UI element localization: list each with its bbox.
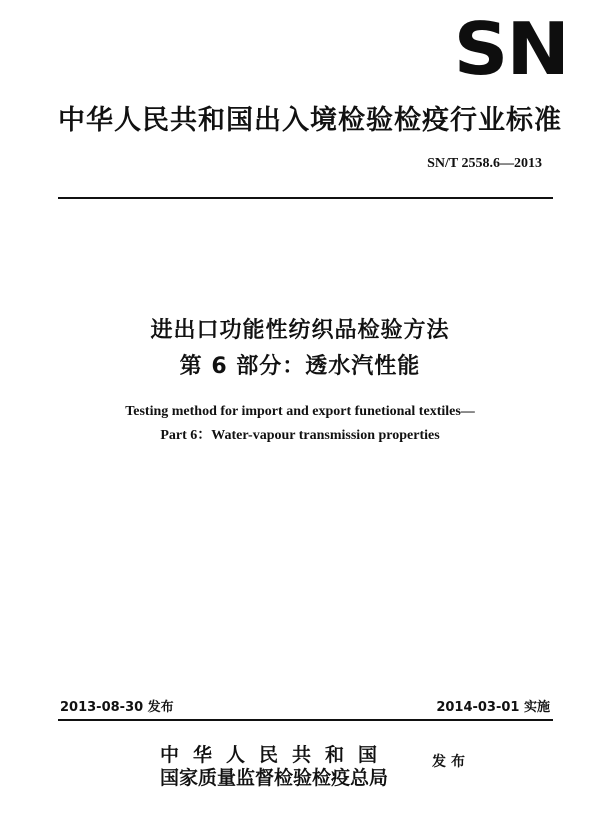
english-title-line-1: Testing method for import and export funetional textiles— [125, 404, 475, 419]
sn-logo: SN [453, 6, 568, 92]
publish-label: 发布 [432, 754, 470, 770]
top-divider [58, 197, 553, 199]
issuer-agency: 国家质量监督检验检疫总局 [160, 767, 389, 789]
english-title-line-2: Part 6：Water-vapour transmission properties [160, 428, 440, 443]
chinese-title-line-2: 第 6 部分：透水汽性能 [179, 354, 421, 379]
chinese-title-line-1: 进出口功能性纺织品检验方法 [150, 318, 450, 343]
issuer-country: 中华人民共和国 [160, 744, 392, 766]
bottom-divider [58, 719, 553, 721]
standard-number: SN/T 2558.6—2013 [427, 156, 542, 171]
implementation-date: 2014-03-01 实施 [436, 700, 550, 715]
issue-date: 2013-08-30 发布 [60, 700, 174, 715]
org-title: 中华人民共和国出入境检验检疫行业标准 [58, 105, 562, 136]
